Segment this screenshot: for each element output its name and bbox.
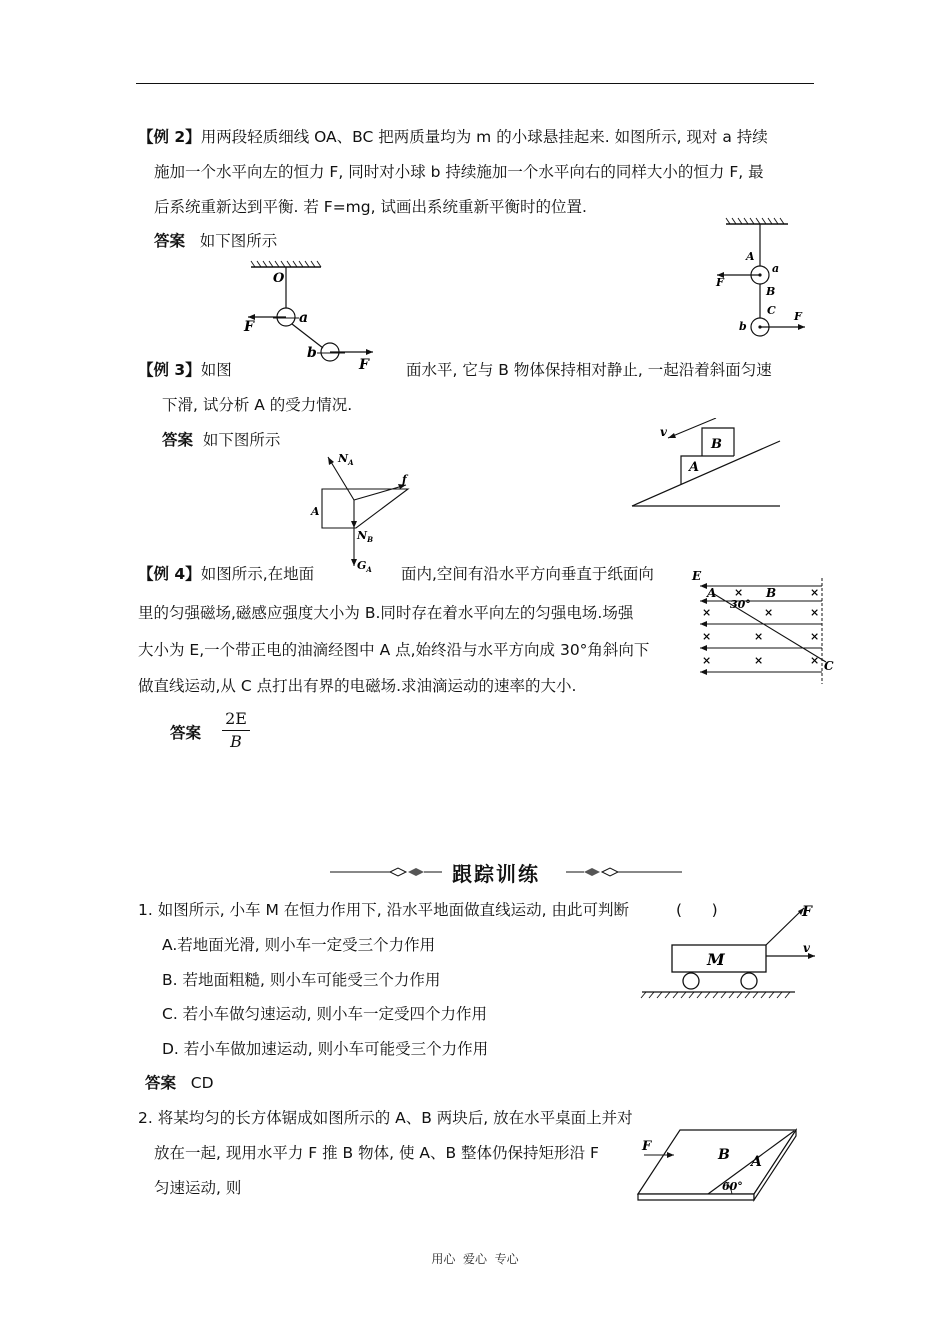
ex2-figa-a: a — [299, 310, 309, 326]
q2-angle: 60° — [722, 1180, 743, 1193]
q1-option-b: B. 若地面粗糙, 则小车可能受三个力作用 — [162, 971, 441, 989]
ex2-figb-F2: F — [794, 310, 802, 323]
q1-stem: 1. 如图所示, 小车 M 在恒力作用下, 沿水平地面做直线运动, 由此可判断 — [138, 901, 630, 919]
q1-cart-figure — [640, 898, 820, 1000]
q1-M: M — [707, 950, 725, 969]
q2-line2: 放在一起, 现用水平力 F 推 B 物体, 使 A、B 整体仍保持矩形沿 F — [154, 1144, 599, 1162]
ex3-incline-figure — [628, 418, 788, 513]
q2-plate-figure — [634, 1126, 804, 1204]
ex3-incline-A: A — [689, 460, 700, 475]
svg-text:×: × — [810, 586, 820, 599]
q1-option-a: A.若地面光滑, 则小车一定受三个力作用 — [162, 936, 436, 954]
q2-B: B — [718, 1147, 730, 1163]
ex2-answer: 答案 如下图所示 — [154, 232, 278, 250]
ex3-line2: 下滑, 试分析 A 的受力情况. — [162, 396, 353, 414]
ex2-figb-F1: F — [716, 276, 724, 289]
ex2-line2: 施加一个水平向左的恒力 F, 同时对小球 b 持续施加一个水平向右的同样大小的恒力 F, 最 — [154, 163, 764, 181]
svg-text:×: × — [702, 630, 712, 643]
ex2-line1: 【例 2】用两段轻质细线 OA、BC 把两质量均为 m 的小球悬挂起来. 如图所示, 现对 a 持续 — [138, 128, 768, 146]
ex3-answer: 答案 如下图所示 — [162, 431, 281, 449]
q2-F: F — [642, 1139, 652, 1154]
ex2-line3: 后系统重新达到平衡. 若 F=mg, 试画出系统重新平衡时的位置. — [154, 198, 587, 216]
ex2-figa-O: O — [273, 271, 285, 286]
footer-motto: 用心 爱心 专心 — [431, 1252, 519, 1266]
section-divider-right — [566, 864, 682, 880]
ex2-figa-b: b — [307, 345, 317, 361]
ex3-line1-right: 面水平, 它与 B 物体保持相对静止, 一起沿着斜面匀速 — [406, 361, 772, 379]
svg-text:×: × — [702, 654, 712, 667]
ex3-NA: $N_A$ — [338, 452, 354, 467]
ex4-answer-fraction — [220, 709, 252, 752]
header-rule — [136, 83, 814, 84]
ex3-force-diagram — [300, 448, 425, 573]
svg-text:×: × — [810, 606, 820, 619]
section-title: 跟踪训练 — [452, 862, 540, 886]
q1-paren: ( ) — [676, 901, 718, 919]
ex4-answer-label: 答案 — [170, 724, 202, 742]
ex2-original-figure — [706, 214, 816, 344]
ex4-line1-left: 【例 4】如图所示,在地面 — [138, 565, 315, 583]
ex3-v: v — [660, 425, 667, 439]
ex3-GA: $G_A$ — [357, 559, 372, 573]
ex2-figb-a: a — [772, 262, 780, 275]
svg-text:×: × — [810, 654, 820, 667]
ex2-figb-B: B — [766, 285, 776, 298]
ex4-A: A — [707, 586, 717, 600]
q1-option-c: C. 若小车做匀速运动, 则小车一定受四个力作用 — [162, 1005, 488, 1023]
q1-v: v — [803, 941, 810, 955]
ex4-answer-denominator: B — [230, 732, 242, 751]
ex2-figa-F2: F — [359, 357, 369, 373]
ex4-line3: 大小为 E,一个带正电的油滴经图中 A 点,始终沿与水平方向成 30°角斜向下 — [138, 641, 650, 659]
ex4-tag: 【例 4】 — [138, 565, 201, 583]
ex2-figb-b: b — [739, 320, 747, 333]
q1-option-d: D. 若小车做加速运动, 则小车可能受三个力作用 — [162, 1040, 489, 1058]
ex4-line1-right: 面内,空间有沿水平方向垂直于纸面向 — [401, 565, 654, 583]
ex4-B: B — [766, 586, 777, 600]
q2-line3: 匀速运动, 则 — [154, 1179, 242, 1197]
ex2-figb-C: C — [767, 304, 776, 317]
svg-text:×: × — [754, 630, 764, 643]
ex2-answer-figure — [235, 258, 385, 373]
ex3-tag: 【例 3】 — [138, 361, 201, 379]
ex3-A: A — [311, 505, 320, 518]
ex3-line1-left: 【例 3】如图 — [138, 361, 232, 379]
ex2-figa-F1: F — [244, 319, 254, 335]
q1-answer: 答案 CD — [145, 1074, 214, 1092]
ex4-E: E — [692, 569, 702, 583]
svg-text:×: × — [702, 606, 712, 619]
ex3-NB: $N_B$ — [357, 529, 373, 544]
ex3-f: f — [402, 473, 407, 486]
ex4-C: C — [824, 659, 834, 673]
ex2-figb-A: A — [746, 250, 755, 263]
ex4-field-figure — [688, 566, 838, 686]
svg-text:×: × — [754, 654, 764, 667]
q2-A: A — [751, 1154, 762, 1170]
fraction-bar — [222, 730, 250, 731]
ex3-incline-B: B — [711, 437, 722, 452]
q1-F: F — [802, 904, 812, 920]
svg-text:×: × — [734, 586, 744, 599]
ex4-line2: 里的匀强磁场,磁感应强度大小为 B.同时存在着水平向左的匀强电场.场强 — [138, 604, 634, 622]
svg-text:×: × — [810, 630, 820, 643]
q2-line1: 2. 将某均匀的长方体锯成如图所示的 A、B 两块后, 放在水平桌面上并对 — [138, 1109, 633, 1127]
ex4-line4: 做直线运动,从 C 点打出有界的电磁场.求油滴运动的速率的大小. — [138, 677, 577, 695]
ex2-tag: 【例 2】 — [138, 128, 201, 146]
section-divider-left — [330, 864, 442, 880]
svg-text:×: × — [764, 606, 774, 619]
ex4-angle: 30° — [730, 598, 751, 611]
ex4-answer-numerator: 2E — [225, 709, 247, 728]
